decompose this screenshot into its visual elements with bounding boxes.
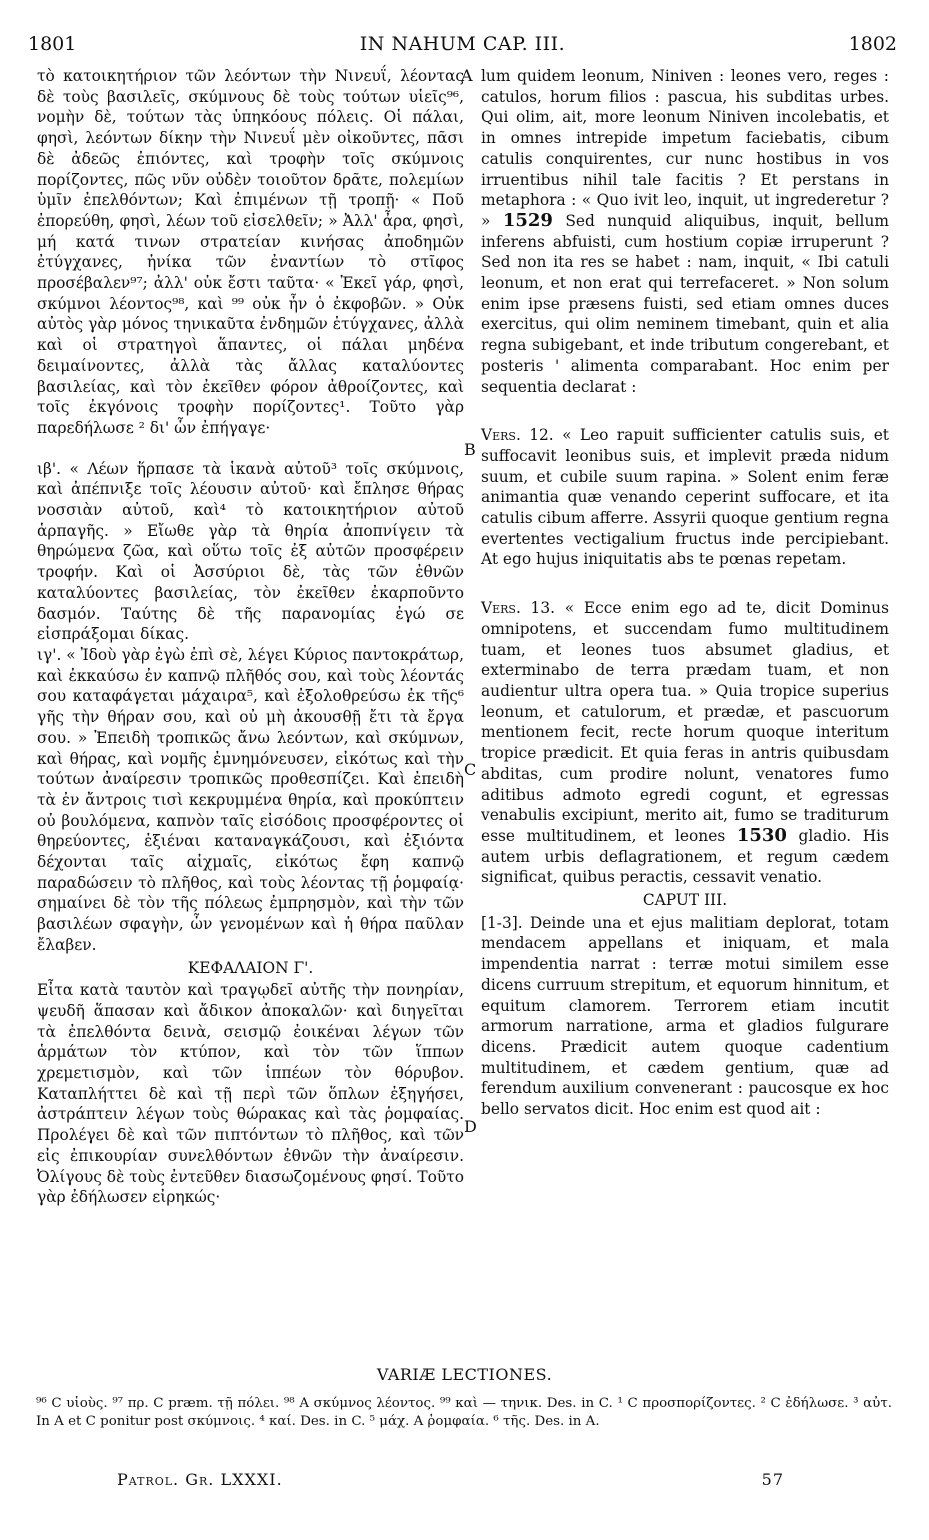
latin-text: lum quidem leonum, Niniven : leones vero, reges : catulos, horum filios : pascua, his subditas urbes. Qui olim, ait, more leonum Niniven incolebatis, et in omnes intrepide impetum faciebatis, cibum catulis conquirentes, cur nunc hostibus in vos irruentibus nihil tale facitis ? Et perstans in metaphora : « Quo ivit leo, inquit, ut ingrederetur ? » bbox=[481, 67, 889, 230]
margin-number: 1529 bbox=[502, 209, 553, 231]
greek-paragraph: ιγ'. « Ἰδοὺ γὰρ ἐγὼ ἐπὶ σὲ, λέγει Κύριος παντοκράτωρ, καὶ ἐκκαύσω ἐν καπνῷ πλῆθός σου, καὶ τοὺς λέοντάς σου καταφάγεται μάχαιρα⁵, καὶ ἐξολοθρεύσω ἐκ τῆς⁶ γῆς τὴν θήραν σου, καὶ οὐ μὴ ἀκουσθῇ ἔτι τὰ ἔργα σου. » Ἐπειδὴ τροπικῶς ἄνω λεόντων, καὶ σκύμνων, καὶ θήρας, καὶ νομῆς ἐμνημόνευσεν, εἰκότως καὶ τὴν τούτων ἀναίρεσιν τροπικῶς προθεσπίζει. Καὶ ἐπειδὴ τὰ ἐν ἄντροις τισὶ κεκρυμμένα θηρία, καὶ προκύπτειν οὐ βουλόμενα, καπνὸν ταῖς εἰσόδοις προσφέροντες οἱ θηρεύοντες, ἐξιέναι καταναγκάζουσι, καὶ ἐξιόντα δέχονται ταῖς αἰχμαῖς, εἰκότως ἔφη καπνῷ παραδώσειν τὸ πλῆθος, καὶ τοὺς λέοντας τῇ ῥομφαίᾳ· σημαίνει δὲ τὸν τῆς πόλεως ἐμπρησμὸν, καὶ τὴν τῶν βασιλέων σφαγὴν, ὧν γενομένων καὶ ἡ θήρα παῦλαν ἔλαβεν. bbox=[37, 645, 464, 954]
margin-number: 1530 bbox=[736, 824, 787, 846]
column-number-right: 1802 bbox=[848, 33, 897, 55]
greek-paragraph: τὸ κατοικητήριον τῶν λεόντων τὴν Νινευΐ, λέοντας δὲ τοὺς βασιλεῖς, σκύμνους δὲ τοὺς τούτων υἱεῖς⁹⁶, νομὴν δὲ, τούτων τὰς ὑπηκόους πόλεις. Οἱ πάλαι, φησὶ, λεόντων δίκην τὴν Νινευΐ μὲν οἰκοῦντες, πᾶσι δὲ ἀδεῶς ἐπιόντες, καὶ τροφὴν τοῖς σκύμνοις πορίζοντες, πῶς νῦν οὐδὲν τοιοῦτον δρᾶτε, πολεμίων ὑμῖν ἐπελθόντων; Καὶ ἐπιμένων τῇ τροπῇ· « Ποῦ ἐπορεύθη, φησὶ, λέων τοῦ εἰσελθεῖν; » Ἀλλ' ἆρα, φησὶ, μή κατά τινων στρατείαν κινήσας ἀποδημῶν ἐτύγχανες, ἡνίκα τῶν ἐναντίων τὸ στῖφος προσέβαλεν⁹⁷; ἀλλ' οὐκ ἔστι ταῦτα· « Ἐκεῖ γάρ, φησὶ, σκύμνοι λέοντος⁹⁸, καὶ ⁹⁹ οὐκ ἦν ὁ ἐκφοβῶν. » Οὐκ αὐτὸς γὰρ μόνος τηνικαῦτα ἐνδημῶν ἐτύγχανες, ἀλλὰ καὶ οἱ στρατηγοὶ ἅπαντες, οἱ πάλαι μηδένα δειμαίνοντες, ἀλλὰ τὰς ἄλλας καταλύοντες βασιλείας, καὶ τὸν ἐκεῖθεν φόρον ἀθροίζοντες, καὶ τοῖς ἐκγόνοις τροφὴν πορίζοντες¹. Τοῦτο γὰρ παρεδήλωσε ² δι' ὧν ἐπήγαγε· bbox=[37, 67, 464, 437]
running-title: IN NAHUM CAP. III. bbox=[359, 33, 566, 55]
latin-chapter-heading: CAPUT III. bbox=[642, 891, 728, 910]
latin-text: « Ecce enim ego ad te, dicit Dominus omnipotens, et succendam fumo multitudinem tuam, et leones tuos absumet gladius, et exterminabo de terra prædam tuam, et non audientur ultra opera tua. » Quia tropice superius leonum, et catulorum, et prædæ, et pascuorum mentionem fecit, recte horum quoque interitum tropice prædicit. Et quia feras in antris quibusdam abditas, cum prodire nolunt, venatores fumo aditibus admoto egredi cogunt, et egressas venabulis excipiunt, merito ait, fumo se traditurum esse multitudinem, et leones bbox=[481, 599, 889, 845]
latin-text: Sed nunquid aliquibus, inquit, bellum inferens abfuisti, cum hostium copiæ irruperunt ? Sed non ita res se habet : nam, inquit, « Ibi catuli leonum, et non erat qui terrefaceret. » Non solum enim ipse præsens fuisti, sed etiam omnes duces exercitus, qui olim neminem timebant, quin et alia regna subigebant, et inde tributum congerebant, et posteris ' alimenta comparabant. Hoc enim per sequentia declarat : bbox=[481, 211, 889, 396]
margin-marker-d: D bbox=[464, 1117, 477, 1136]
series-volume: Patrol. Gr. LXXXI. bbox=[117, 1470, 283, 1489]
variae-lectiones-notes: ⁹⁶ C υἱοὺς. ⁹⁷ πρ. C præm. τῇ πόλει. ⁹⁸ A σκύμνος λέοντος. ⁹⁹ καὶ — τηνικ. Des. in C. ¹ C προσπορίζοντες. ² C ἐδήλωσε. ³ αὐτ. In A et C ponitur post σκύμνοις. ⁴ καί. Des. in C. ⁵ μάχ. A ῥομφαία. ⁶ τῆς. Des. in A. bbox=[36, 1396, 892, 1429]
margin-marker-b: B bbox=[464, 440, 476, 459]
latin-paragraph bbox=[481, 425, 889, 570]
margin-marker-a: A bbox=[461, 66, 473, 85]
latin-paragraph bbox=[481, 66, 889, 397]
greek-paragraph: ιβ'. « Λέων ἥρπασε τὰ ἱκανὰ αὐτοῦ³ τοῖς σκύμνοις, καὶ ἀπέπνιξε τοῖς λέουσιν αὐτοῦ· καὶ ἔπλησε θήρας νοσσιὰν αὐτοῦ, καὶ⁴ τὸ κατοικητήριον αὐτοῦ ἁρπαγῆς. » Εἴωθε γὰρ τὰ θηρία ἀποπνίγειν τὰ θηρώμενα ζῶα, καὶ οὕτω τοῖς ἐξ αὐτῶν προσφέρειν τροφήν. Καὶ οἱ Ἀσσύριοι δὲ, τὰς τῶν ἐθνῶν καταλύοντες βασιλείας, τὸν ἐκεῖθεν ἐκαρποῦντο δασμόν. Ταύτης δὲ τῆς παρανομίας ἐγώ σε εἰσπράξομαι δίκας. bbox=[37, 459, 464, 644]
greek-column bbox=[37, 66, 464, 1208]
latin-column bbox=[481, 66, 889, 1120]
variae-lectiones-title: VARIÆ LECTIONES. bbox=[376, 1365, 553, 1384]
verse-label: Vers. 12. bbox=[481, 426, 554, 445]
latin-text: gladio. His autem urbis deflagrationem, et regum cædem significat, quibus peractis, cessavit venatio. bbox=[481, 826, 889, 887]
margin-marker-c: C bbox=[464, 760, 477, 779]
latin-paragraph: [1-3]. Deinde una et ejus malitiam deplorat, totam mendacem appellans et iniquam, et mala impendentia narrat : terræ motui similem esse dicens curruum strepitum, et equorum hinnitum, et equitum clamorem. Terrorem etiam incutit armorum narratione, arma et gladios fulgurare dicens. Prædicit autem quoque cadentium multitudinem, et cædem gentium, quæ ad ferendum auxilium convenerant : paucosque ex hoc bello servatos dicit. Hoc enim est quod ait : bbox=[481, 913, 889, 1119]
page-footer bbox=[117, 1470, 784, 1492]
signature-number: 57 bbox=[761, 1470, 784, 1489]
greek-chapter-heading: ΚΕΦΑΛΑΙΟΝ Γ'. bbox=[187, 958, 314, 977]
page-header bbox=[28, 33, 897, 59]
column-number-left: 1801 bbox=[28, 33, 77, 55]
greek-paragraph: Εἶτα κατὰ ταυτὸν καὶ τραγῳδεῖ αὐτῆς τὴν πονηρίαν, ψευδῆ ἅπασαν καὶ ἄδικον ἀποκαλῶν· καὶ διηγεῖται τὰ ἐπελθόντα δεινὰ, σεισμῷ ἐοικέναι λέγων τῶν ἁρμάτων τὸν κτύπον, καὶ τὸν τῶν ἵππων χρεμετισμὸν, καὶ τῶν ἱππέων τὸν θόρυβον. Καταπλήττει δὲ καὶ τῇ περὶ τῶν ὅπλων ἐξηγήσει, ἀστράπτειν λέγων τοὺς θώρακας καὶ τὰς ῥομφαίας. Προλέγει δὲ καὶ τῶν πιπτόντων τὸ πλῆθος, καὶ τῶν εἰς ἐπικουρίαν συνελθόντων ἐθνῶν τὴν ἀναίρεσιν. Ὀλίγους δὲ τοὺς ἐντεῦθεν διασωζομένους φησί. Τοῦτο γὰρ ἐδήλωσεν εἰρηκώς· bbox=[37, 981, 464, 1207]
latin-paragraph bbox=[481, 598, 889, 888]
latin-text: « Leo rapuit sufficienter catulis suis, et suffocavit leonibus suis, et implevit præda nidum suum, et cubile suum rapina. » Solent enim feræ animantia quæ venando ceperint suffocare, et ita catulis cibum afferre. Assyrii quoque gentium regna evertentes vectigalium fructus inde percipiebant. At ego hujus iniquitatis abs te pœnas repetam. bbox=[481, 426, 889, 569]
verse-label: Vers. 13. bbox=[481, 599, 556, 618]
